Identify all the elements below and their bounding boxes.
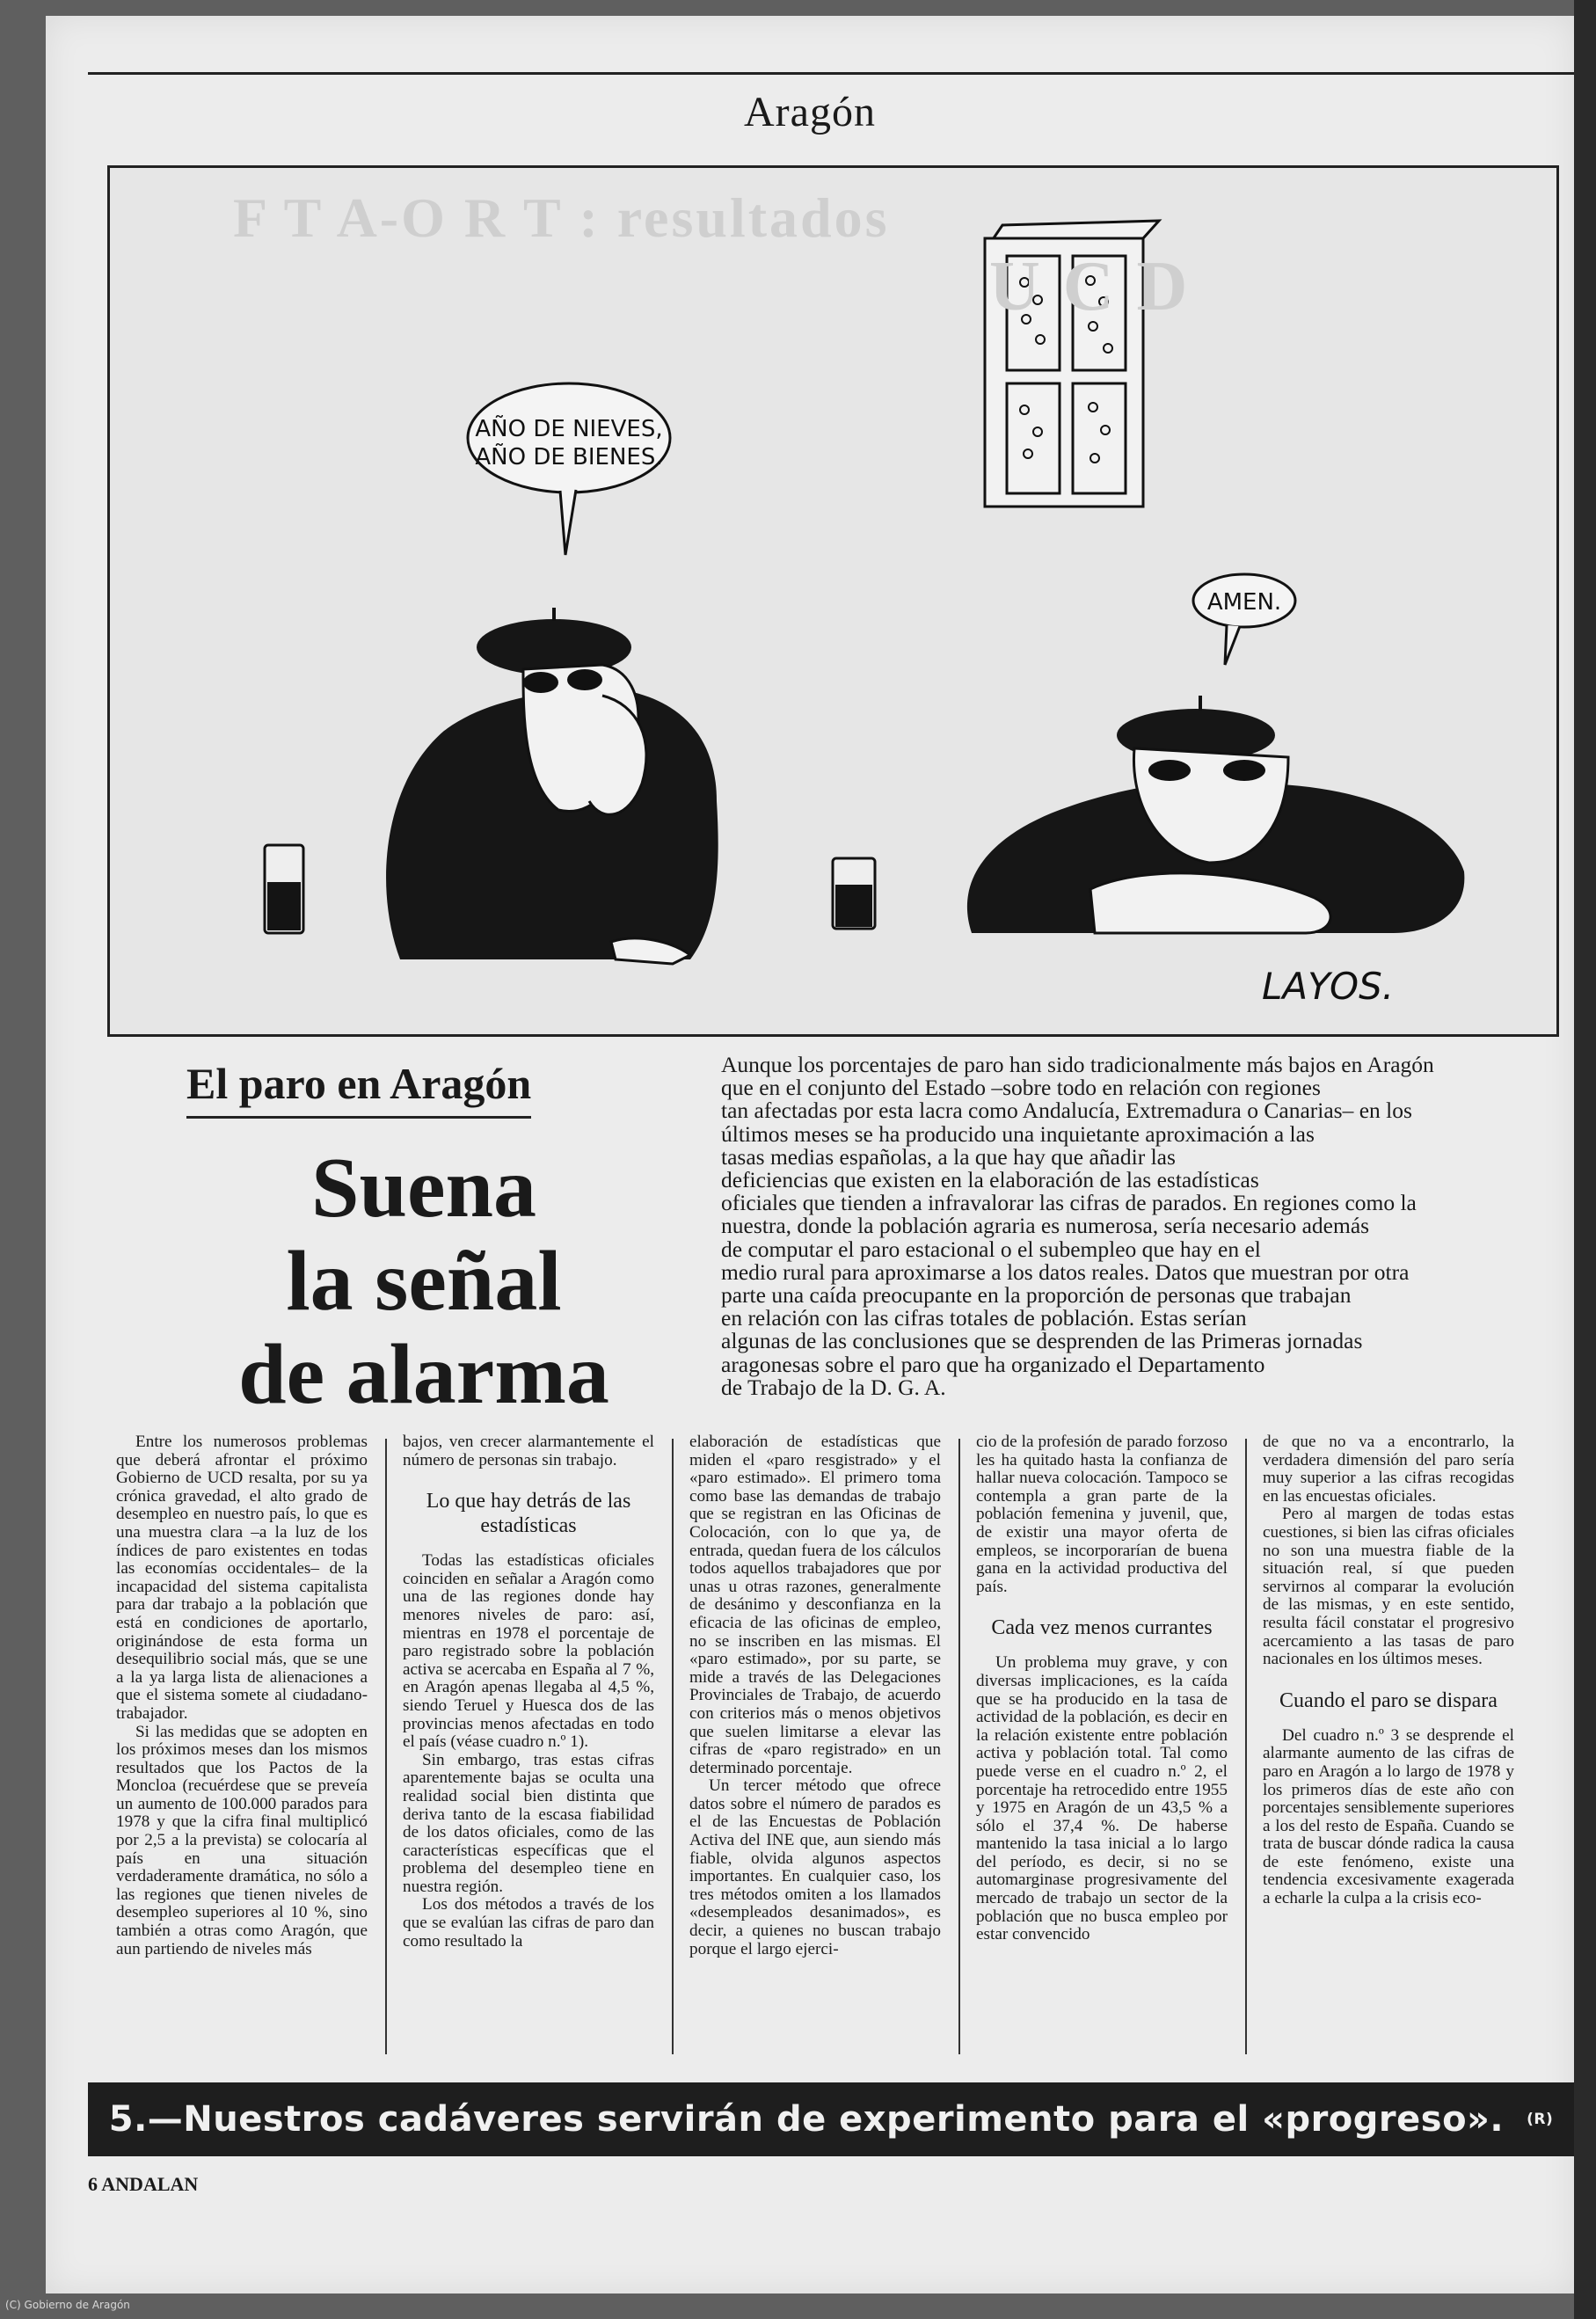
page-footer: 6 ANDALAN <box>88 2173 199 2195</box>
lead-line: de computar el paro estacional o el subempleo que hay en el <box>721 1236 1261 1262</box>
banner-mark: (R) <box>1527 2111 1554 2128</box>
column-5 <box>1263 1433 1514 2072</box>
paragraph: cio de la profesión de parado forzoso les ha quitado hasta la confianza de hallar nueva colocación. Tampoco se contempla a gran parte de la población femenina y juvenil, que, de existir una mayor oferta de empleos, se incorporarían de buena gana en la actividad productiva del país. <box>976 1433 1228 1596</box>
cartoon-drawing <box>110 168 1556 1034</box>
lead-line: tasas medias españolas, a la que hay que añadir las <box>721 1143 1176 1170</box>
column-4 <box>976 1433 1228 2072</box>
paragraph: bajos, ven crecer alarmantemente el número de personas sin trabajo. <box>403 1433 654 1469</box>
lead-line: deficiencias que existen en la elaboración de las estadísticas <box>721 1167 1259 1193</box>
paragraph: de que no va a encontrarlo, la verdadera dimensión del paro sería muy superior a las cifras recogidas en las encuestas oficiales. <box>1263 1433 1514 1506</box>
paragraph: Los dos métodos a través de los que se evalúan las cifras de paro dan como resultado la <box>403 1895 654 1951</box>
column-2 <box>403 1433 654 2072</box>
subheading: Cuando el paro se dispara <box>1279 1688 1498 1712</box>
lead-line: últimos meses se ha producido una inquietante aproximación a las <box>721 1120 1315 1147</box>
section-title: Aragón <box>744 89 876 135</box>
archive-credit: (C) Gobierno de Aragón <box>5 2299 130 2311</box>
lead-line: oficiales que tienden a infravalorar las cifras de parados. En regiones como la <box>721 1190 1417 1216</box>
lead-line: aragonesas sobre el paro que ha organizado el Departamento <box>721 1351 1265 1377</box>
headline-line: Suena <box>310 1141 536 1236</box>
bleed-through-text: U C D <box>989 248 1191 325</box>
lead-line: tan afectadas por esta lacra como Andalucía, Extremadura o Canarias– en los <box>721 1098 1412 1124</box>
column-1 <box>116 1433 368 2072</box>
peasant-left-figure <box>265 608 718 964</box>
subheading: Lo que hay detrás de las estadísticas <box>426 1490 631 1538</box>
column-rule <box>672 1439 674 2054</box>
lead-line: de Trabajo de la D. G. A. <box>721 1374 946 1400</box>
article-headline <box>169 1141 679 1421</box>
banner-text: 5.—Nuestros cadáveres servirán de experimento para el «progreso». <box>108 2099 1505 2140</box>
column-rule <box>958 1439 960 2054</box>
scan-edge <box>1574 0 1596 2319</box>
header-rule <box>88 72 1574 75</box>
lead-line: que en el conjunto del Estado –sobre todo en relación con regiones <box>721 1075 1321 1101</box>
headline-line: la señal <box>286 1234 562 1329</box>
subheading: Cada vez menos currantes <box>991 1616 1213 1640</box>
bubble-right-text: AMEN. <box>1206 589 1282 616</box>
peasant-right-figure <box>833 696 1464 933</box>
article-kicker: El paro en Aragón <box>186 1058 531 1119</box>
column-rule <box>1245 1439 1247 2054</box>
column-rule <box>385 1439 387 2054</box>
speech-bubble-right <box>1193 574 1295 665</box>
lead-line: nuestra, donde la población agraria es numerosa, sería necesario además <box>721 1213 1370 1239</box>
column-3 <box>689 1433 941 2072</box>
paragraph: Del cuadro n.º 3 se desprende el alarmante aumento de las cifras de paro en Aragón a lo largo de 1978 y los primeros días de este año con porcentajes sensiblemente superiores a los del resto de España. Cuando se trata de buscar dónde radica la causa de este fenómeno, existe una tendencia excesivamente exagerada a echarle la culpa a la crisis eco- <box>1263 1725 1514 1908</box>
paragraph: Entre los numerosos problemas que deberá afrontar el próximo Gobierno de UCD resalta, por su ya crónica gravedad, el alto grado de desempleo en nuestro país, lo que es una muestra clara –a la luz de los índices de paro existentes en todas las economías occidentales– de la incapacidad del sistema capitalista para dar trabajo a la población que está en condiciones de aportarlo, originándose de esta forma un desequilibrio social más, que se une a la ya larga lista de alienaciones a que el sistema somete al ciudadano-trabajador. <box>116 1433 368 1723</box>
article-body <box>88 1433 1574 2075</box>
paragraph: Un tercer método que ofrece datos sobre el número de parados es el de las Encuestas de Población Activa del INE que, aun siendo más fiable, olvida algunos aspectos importantes. En cualquier caso, los tres métodos omiten a los llamados «desempleados desanimados», es decir, a quienes no buscan trabajo porque el largo ejerci- <box>689 1776 941 1958</box>
article-lead <box>721 1054 1592 1399</box>
paragraph: Un problema muy grave, y con diversas implicaciones, es la caída que se ha producido en la tasa de actividad de la población, es decir en la relación existente entre población activa y población total. Tal como puede verse en el cuadro n.º 2, el porcentaje ha retrocedido entre 1955 y 1975 en Aragón de un 43,5 % a sólo el 37,4 %. De haberse mantenido la tasa inicial a lo largo del período, es decir, si no se automarginase progresivamente del mercado de trabajo un sector de la población que no busca empleo por estar convencido <box>976 1653 1228 1944</box>
paragraph: Todas las estadísticas oficiales coinciden en señalar a Aragón como una de las regiones donde hay menores niveles de paro: así, mientras en 1978 el porcentaje de paro registrado sobre la población activa se acercaba en España al 7 %, en Aragón apenas llegaba al 4,5 %, siendo Teruel y Huesca dos de las provincias menos afectadas en todo el país (véase cuadro n.º 1). <box>403 1551 654 1752</box>
lead-line: parte una caída preocupante en la proporción de personas que trabajan <box>721 1282 1352 1309</box>
bleed-through-text: F T A-O R T : resultados <box>233 186 890 249</box>
paragraph: Sin embargo, tras estas cifras aparentemente bajas se oculta una realidad social bien distinta que deriva tanto de la escasa fiabilidad de los datos oficiales, como de las características específicas que el problema del desempleo tiene en nuestra región. <box>403 1750 654 1896</box>
lead-line: en relación con las cifras totales de población. Estas serían <box>721 1305 1247 1331</box>
speech-bubble-left <box>468 383 670 555</box>
lead-line: algunas de las conclusiones que se desprenden de las Primeras jornadas <box>721 1328 1363 1354</box>
newspaper-page <box>46 16 1574 2293</box>
paragraph: elaboración de estadísticas que miden el «paro resgistrado» y el «paro estimado». El primero toma como base las demandas de trabajo que se registran en las Oficinas de Colocación, con lo que ya, de entrada, quedan fuera de los cálculos todos aquellos trabajadores que por unas u otras razones, generalmente de desánimo y desconfianza en la eficacia de las oficinas de empleo, no se inscriben en las mismas. El «paro estimado», por su parte, se mide a través de las Delegaciones Provinciales de Trabajo, de acuerdo con criterios más o menos objetivos que suelen limitarse a elevar las cifras de «paro registrado» en un determinado porcentaje. <box>689 1433 941 1777</box>
bubble-left-line-2: AÑO DE BIENES. <box>475 444 663 470</box>
cartoon <box>107 165 1559 1037</box>
lead-line: medio rural para aproximarse a los datos reales. Datos que muestran por otra <box>721 1258 1410 1285</box>
paragraph: Pero al margen de todas estas cuestiones, si bien las cifras oficiales no son una muestra fiable de la situación real, sí que pueden servirnos al comparar la evolución de las mismas, y en este sentido, resulta fácil constatar el progresivo acercamiento a las tasas de paro nacionales en los últimos meses. <box>1263 1505 1514 1669</box>
cartoonist-signature: LAYOS. <box>1262 965 1395 1008</box>
paragraph: Si las medidas que se adopten en los próximos meses dan los mismos resultados que los Pactos de la Moncloa (recuérdese que se preveía un aumento de 100.000 parados para 1978 y que la cifra final multiplicó por 2,5 a la prevista) se colocaría al país en una situación verdaderamente dramática, no sólo a las regiones que tienen niveles de desempleo superiores al 10 %, sino también a otras como Aragón, que aun partiendo de niveles más <box>116 1722 368 1958</box>
bubble-left-line-1: AÑO DE NIEVES, <box>475 416 663 442</box>
bottom-banner <box>88 2082 1574 2156</box>
headline-line: de alarma <box>238 1327 609 1422</box>
lead-line: Aunque los porcentajes de paro han sido tradicionalmente más bajos en Aragón <box>721 1052 1434 1077</box>
